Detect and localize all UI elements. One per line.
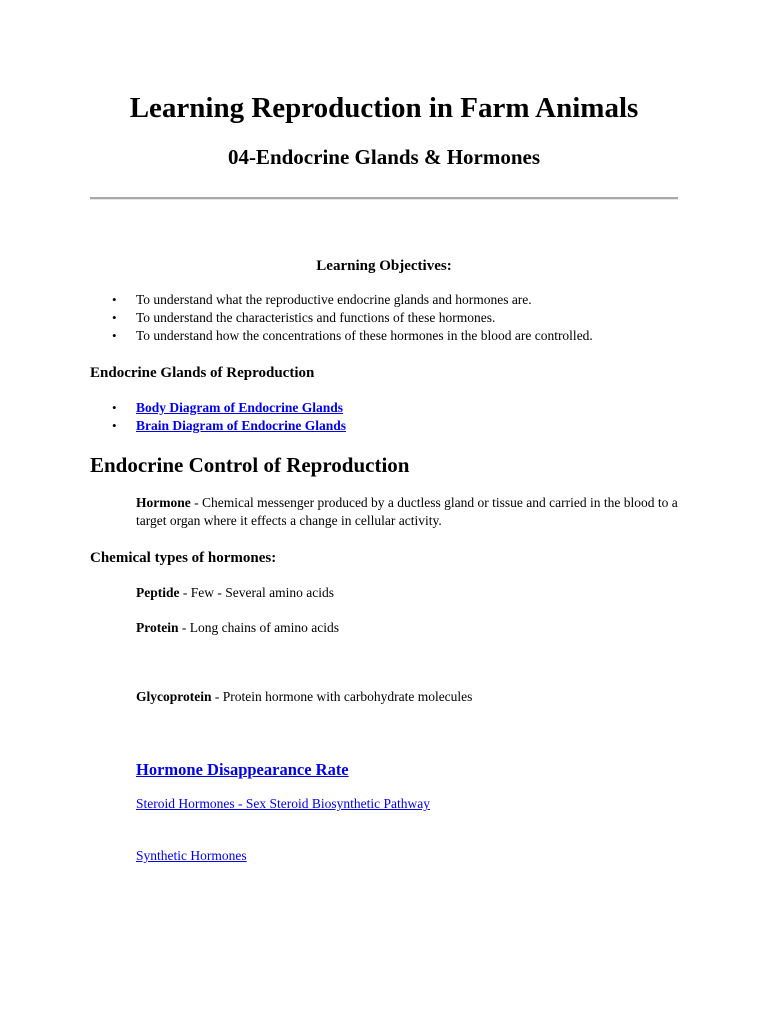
horizontal-rule — [90, 197, 678, 200]
type-desc: - Long chains of amino acids — [178, 620, 339, 635]
objective-text: To understand the characteristics and functions of these hormones. — [136, 310, 496, 325]
synthetic-hormones-link[interactable]: Synthetic Hormones — [136, 848, 247, 863]
gland-diagram-links — [112, 399, 712, 435]
page-subtitle: 04-Endocrine Glands & Hormones — [227, 145, 541, 169]
brain-diagram-link[interactable]: Brain Diagram of Endocrine Glands — [136, 418, 347, 433]
type-term: Peptide — [136, 585, 180, 600]
chemical-types-heading: Chemical types of hormones: — [90, 550, 277, 566]
hormone-disappearance-rate-link[interactable]: Hormone Disappearance Rate — [136, 760, 349, 779]
bullet-icon: • — [112, 400, 117, 415]
hormone-term: Hormone — [136, 495, 191, 510]
hormone-type-peptide — [136, 584, 696, 602]
objective-text: To understand how the concentrations of these hormones in the blood are controlled. — [136, 328, 593, 343]
type-term: Glycoprotein — [136, 689, 212, 704]
type-desc: - Protein hormone with carbohydrate molecules — [211, 689, 473, 704]
bullet-icon: • — [112, 310, 117, 325]
page-title: Learning Reproduction in Farm Animals — [129, 92, 639, 124]
hormone-type-protein — [136, 619, 696, 637]
learning-objectives-heading: Learning Objectives: — [316, 258, 452, 274]
steroid-hormones-link[interactable]: Steroid Hormones - Sex Steroid Biosynthetic Pathway — [136, 796, 430, 811]
endocrine-control-heading: Endocrine Control of Reproduction — [90, 453, 410, 477]
type-term: Protein — [136, 620, 179, 635]
list-item — [112, 399, 712, 417]
learning-objectives-list — [112, 291, 712, 345]
list-item — [112, 417, 712, 435]
bullet-icon: • — [112, 328, 117, 343]
body-diagram-link[interactable]: Body Diagram of Endocrine Glands — [136, 400, 344, 415]
hormone-definition — [136, 494, 696, 530]
endocrine-glands-heading: Endocrine Glands of Reproduction — [90, 365, 315, 381]
hormone-type-glycoprotein — [136, 688, 696, 706]
list-item — [112, 309, 712, 327]
list-item — [112, 327, 712, 345]
hormone-definition-text: - Chemical messenger produced by a ductless gland or tissue and carried in the blood to a target organ where it effects a change in cellular activity. — [136, 495, 678, 528]
list-item — [112, 291, 712, 309]
bullet-icon: • — [112, 292, 117, 307]
type-desc: - Few - Several amino acids — [179, 585, 334, 600]
bullet-icon: • — [112, 418, 117, 433]
objective-text: To understand what the reproductive endocrine glands and hormones are. — [136, 292, 532, 307]
